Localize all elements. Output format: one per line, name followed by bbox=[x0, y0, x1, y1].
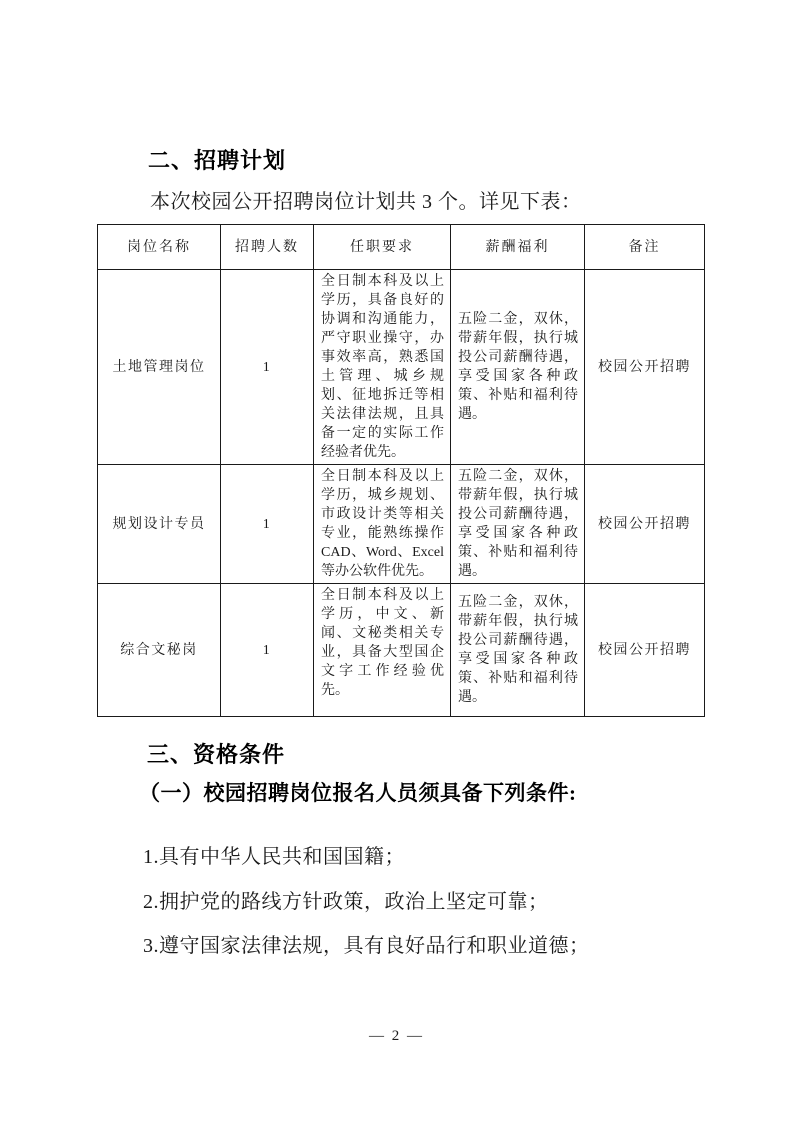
table-row-planning-design bbox=[98, 465, 705, 584]
col-header-note: 备注 bbox=[585, 225, 705, 270]
cell-position: 规划设计专员 bbox=[98, 465, 221, 584]
cell-benefits: 五险二金，双休，带薪年假，执行城投公司薪酬待遇，享受国家各种政策、补贴和福利待遇。 bbox=[451, 465, 585, 584]
table-row-land-management bbox=[98, 270, 705, 465]
recruitment-table bbox=[97, 224, 705, 717]
intro-paragraph: 本次校园公开招聘岗位计划共 3 个。详见下表： bbox=[150, 191, 582, 213]
col-header-benefits: 薪酬福利 bbox=[451, 225, 585, 270]
cell-position: 土地管理岗位 bbox=[98, 270, 221, 465]
cell-requirements: 全日制本科及以上学历，中文、新闻、文秘类相关专业，具备大型国企文字工作经验优先。 bbox=[314, 584, 451, 717]
cell-requirements: 全日制本科及以上学历，城乡规划、市政设计类等相关专业，能熟练操作CAD、Word、Excel等办公软件优先。 bbox=[314, 465, 451, 584]
subsection-heading-campus-requirements: （一）校园招聘岗位报名人员须具备下列条件: bbox=[139, 781, 577, 805]
condition-item-2: 2.拥护党的路线方针政策，政治上坚定可靠； bbox=[143, 891, 549, 913]
col-header-headcount: 招聘人数 bbox=[221, 225, 314, 270]
cell-benefits: 五险二金，双休，带薪年假，执行城投公司薪酬待遇，享受国家各种政策、补贴和福利待遇。 bbox=[451, 584, 585, 717]
section-heading-qualifications: 三、资格条件 bbox=[147, 742, 286, 767]
cell-headcount: 1 bbox=[221, 270, 314, 465]
page-number: — 2 — bbox=[369, 1028, 424, 1044]
cell-note: 校园公开招聘 bbox=[585, 584, 705, 717]
cell-headcount: 1 bbox=[221, 584, 314, 717]
cell-note: 校园公开招聘 bbox=[585, 270, 705, 465]
cell-headcount: 1 bbox=[221, 465, 314, 584]
condition-item-3: 3.遵守国家法律法规，具有良好品行和职业道德； bbox=[143, 935, 590, 957]
cell-position: 综合文秘岗 bbox=[98, 584, 221, 717]
condition-item-1: 1.具有中华人民共和国国籍； bbox=[143, 846, 405, 868]
cell-note: 校园公开招聘 bbox=[585, 465, 705, 584]
section-heading-recruitment-plan: 二、招聘计划 bbox=[148, 148, 287, 173]
col-header-requirements: 任职要求 bbox=[314, 225, 451, 270]
cell-benefits: 五险二金，双休，带薪年假，执行城投公司薪酬待遇，享受国家各种政策、补贴和福利待遇。 bbox=[451, 270, 585, 465]
cell-requirements: 全日制本科及以上学历，具备良好的协调和沟通能力，严守职业操守，办事效率高，熟悉国土管理、城乡规划、征地拆迁等相关法律法规，且具备一定的实际工作经验者优先。 bbox=[314, 270, 451, 465]
table-header-row bbox=[98, 225, 705, 270]
table-row-secretary bbox=[98, 584, 705, 717]
col-header-position: 岗位名称 bbox=[98, 225, 221, 270]
